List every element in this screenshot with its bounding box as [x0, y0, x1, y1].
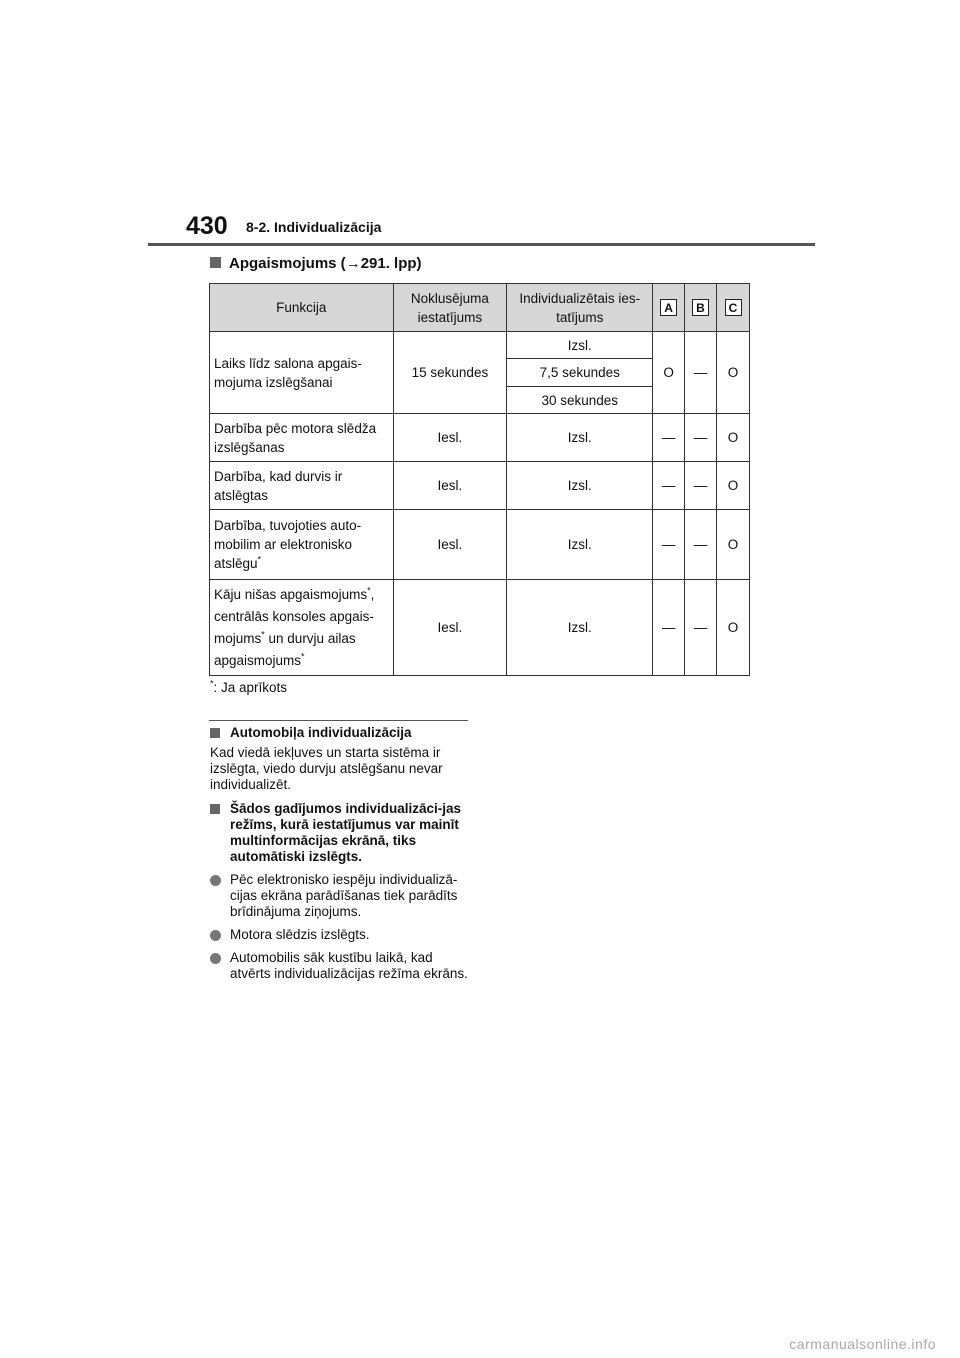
row-col-b: — — [685, 510, 717, 580]
table-row — [210, 580, 750, 676]
row-col-c: O — [717, 414, 750, 462]
header-rule — [148, 243, 815, 246]
header-col-b — [685, 284, 717, 332]
table-row — [210, 462, 750, 510]
row-col-a: — — [653, 462, 685, 510]
col-a-badge: A — [660, 299, 677, 316]
table-row — [210, 414, 750, 462]
page-number: 430 — [186, 212, 228, 240]
footnote-asterisk: * — [257, 554, 262, 565]
footnote-asterisk: * — [261, 629, 265, 639]
row-custom: Izsl. — [507, 510, 653, 580]
list-item: Motora slēdzis izslēgts. — [210, 927, 472, 943]
row-col-c: O — [717, 462, 750, 510]
section-divider — [209, 720, 468, 721]
row-function: Darbība, kad durvis ir atslēgtas — [210, 462, 394, 510]
row-col-a: O — [653, 332, 685, 414]
col-c-badge: C — [725, 299, 742, 316]
circle-bullet-icon — [210, 875, 221, 886]
row-col-b: — — [685, 462, 717, 510]
col-b-badge: B — [692, 299, 709, 316]
row-function: Kāju nišas apgaismojums*, centrālās konsoles apgais- mojums* un durvju ailas apgaismojums* — [210, 580, 394, 676]
row-function: Darbība, tuvojoties auto- mobilim ar elektronisko atslēgu* — [210, 510, 394, 580]
row-col-a: — — [653, 414, 685, 462]
row-function: Darbība pēc motora slēdža izslēgšanas — [210, 414, 394, 462]
cases-heading: Šādos gadījumos individualizāci-jas režīms, kurā iestatījumus var mainīt multinformācijas ekrānā, tiks automātiski izslēgts. — [210, 801, 470, 865]
section-heading — [210, 255, 422, 272]
row-col-c: O — [717, 510, 750, 580]
row-custom-option: 7,5 sekundes — [507, 359, 653, 387]
row-custom-option: 30 sekundes — [507, 387, 653, 414]
header-function: Funkcija — [210, 284, 394, 332]
square-bullet-icon — [210, 804, 220, 814]
row-col-a: — — [653, 510, 685, 580]
row-col-c: O — [717, 332, 750, 414]
table-row — [210, 332, 750, 359]
row-col-b: — — [685, 332, 717, 414]
header-default: Noklusējuma iestatījums — [393, 284, 507, 332]
header-col-c — [717, 284, 750, 332]
header-custom: Individualizētais ies- tatījums — [507, 284, 653, 332]
watermark: carmanualsonline.info — [789, 1336, 936, 1352]
footnote — [210, 680, 287, 695]
page-reference: 291. lpp) — [360, 255, 422, 272]
circle-bullet-icon — [210, 930, 221, 941]
section-title: Apgaismojums ( — [229, 255, 346, 272]
row-default: 15 sekundes — [393, 332, 507, 414]
settings-table — [209, 283, 750, 676]
row-col-b: — — [685, 414, 717, 462]
list-item: Pēc elektronisko iespēju individualizā-cijas ekrāna parādīšanas tiek parādīts brīdinājuma ziņojums. — [210, 872, 472, 920]
header-col-a — [653, 284, 685, 332]
chapter-title: 8-2. Individualizācija — [246, 219, 382, 235]
circle-bullet-icon — [210, 953, 221, 964]
row-default: Iesl. — [393, 580, 507, 676]
row-custom: Izsl. — [507, 462, 653, 510]
table-row — [210, 510, 750, 580]
row-col-c: O — [717, 580, 750, 676]
row-col-a: — — [653, 580, 685, 676]
footnote-asterisk: * — [210, 678, 214, 689]
row-custom: Izsl. — [507, 414, 653, 462]
footnote-asterisk: * — [367, 585, 371, 595]
table-header-row — [210, 284, 750, 332]
auto-paragraph: Kad viedā iekļuves un starta sistēma ir izslēgta, viedo durvju atslēgšanu nevar individualizēt. — [210, 745, 443, 792]
list-item: Automobilis sāk kustību laikā, kad atvērts individualizācijas režīma ekrāns. — [210, 950, 472, 982]
footnote-text: : Ja aprīkots — [213, 680, 288, 695]
row-function: Laiks līdz salona apgais- mojuma izslēgšanai — [210, 332, 394, 414]
footnote-asterisk: * — [301, 651, 305, 661]
square-bullet-icon — [210, 257, 221, 268]
row-col-b: — — [685, 580, 717, 676]
row-default: Iesl. — [393, 462, 507, 510]
row-custom-option: Izsl. — [507, 332, 653, 359]
square-bullet-icon — [210, 728, 220, 738]
auto-heading: Automobiļa individualizācija — [210, 725, 470, 741]
row-default: Iesl. — [393, 510, 507, 580]
arrow-right-icon: → — [345, 255, 361, 272]
row-default: Iesl. — [393, 414, 507, 462]
row-custom: Izsl. — [507, 580, 653, 676]
